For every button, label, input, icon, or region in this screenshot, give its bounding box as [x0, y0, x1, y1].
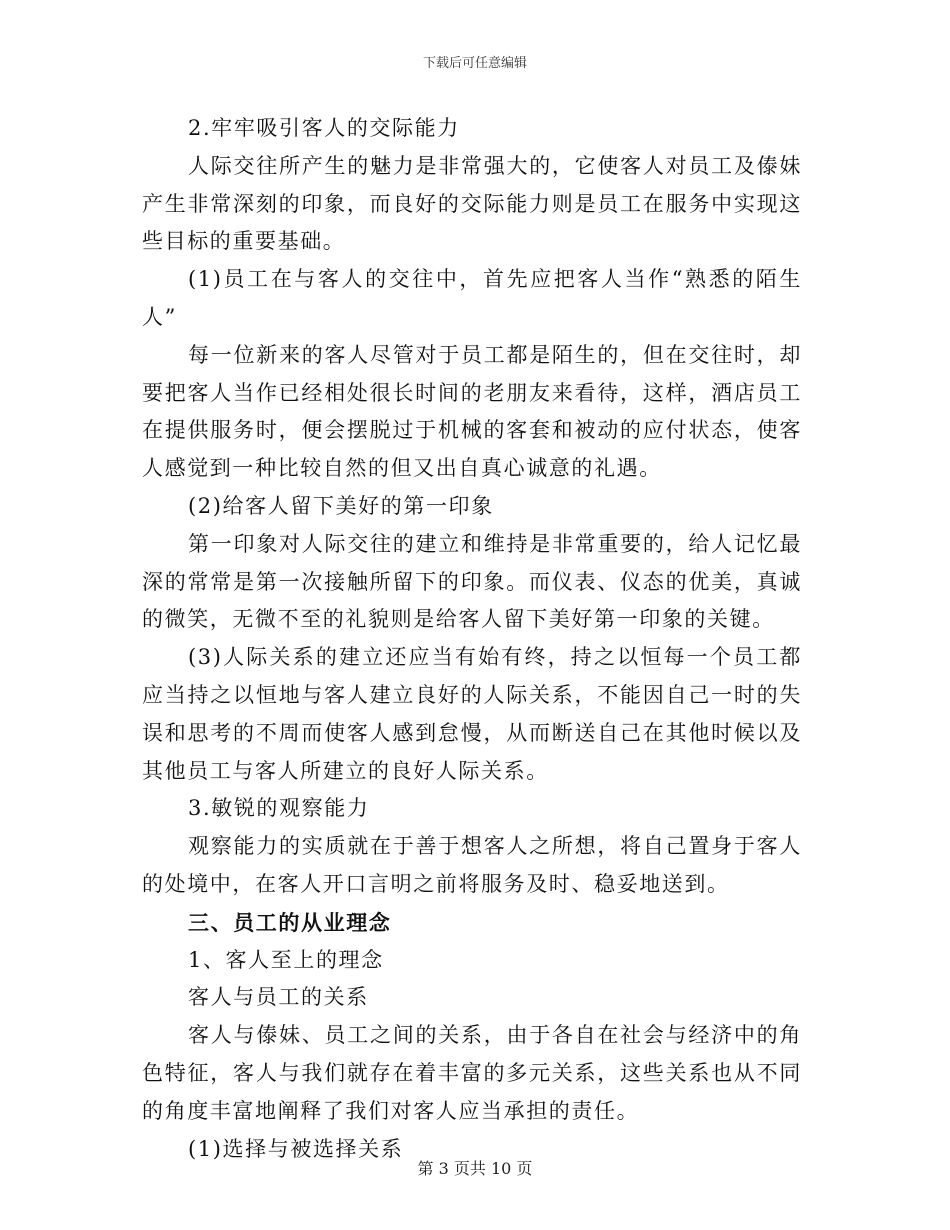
- document-body: [142, 110, 802, 1168]
- paragraph-heading-1: 1、客人至上的理念: [188, 947, 384, 972]
- paragraph-subheading-3: (3)人际关系的建立还应当有始有终，持之以恒每一个员工都应当持之以恒地与客人建立良好的人际关系，不能因自己一时的失误和思考的不周而使客人感到怠慢，从而断送自己在其他时候以及其他员工与客人所建立的良好人际关系。: [142, 645, 802, 783]
- paragraph-body: 客人与傣妹、员工之间的关系，由于各自在社会与经济中的角色特征，客人与我们就存在着丰富的多元关系，这些关系也从不同的角度丰富地阐释了我们对客人应当承担的责任。: [142, 1023, 802, 1123]
- paragraph-body: 人际交往所产生的魅力是非常强大的，它使客人对员工及傣妹产生非常深刻的印象，而良好的交际能力则是员工在服务中实现这些目标的重要基础。: [142, 153, 802, 254]
- paragraph-subheading-1: (1)员工在与客人的交往中，首先应把客人当作“熟悉的陌生人”: [142, 267, 802, 329]
- paragraph-heading-2: 2.牢牢吸引客人的交际能力: [188, 116, 460, 140]
- paragraph-subheading-2: (2)给客人留下美好的第一印象: [188, 493, 494, 518]
- paragraph-body: 第一印象对人际交往的建立和维持是非常重要的，给人记忆最深的常常是第一次接触所留下的印象。而仪表、仪态的优美，真诚的微笑，无微不至的礼貌则是给客人留下美好第一印象的关键。: [142, 531, 802, 632]
- paragraph-heading-3: 3.敏锐的观察能力: [188, 796, 370, 821]
- section-heading: 三、员工的从业理念: [188, 909, 392, 935]
- paragraph-body: 观察能力的实质就在于善于想客人之所想，将自己置身于客人的处境中，在客人开口言明之前将服务及时、稳妥地送到。: [142, 834, 802, 896]
- paragraph-body: 每一位新来的客人尽管对于员工都是陌生的，但在交往时，却要把客人当作已经相处很长时间的老朋友来看待，这样，酒店员工在提供服务时，便会摆脱过于机械的客套和被动的应付状态，使客人感觉到一种比较自然的但又出自真心诚意的礼遇。: [142, 342, 802, 481]
- paragraph-subtitle: 客人与员工的关系: [188, 985, 369, 1010]
- page-footer: 第 3 页共 10 页: [417, 1159, 533, 1178]
- page-header: 下载后可任意编辑: [422, 56, 527, 71]
- paragraph-subheading-1: (1)选择与被选择关系: [188, 1136, 404, 1161]
